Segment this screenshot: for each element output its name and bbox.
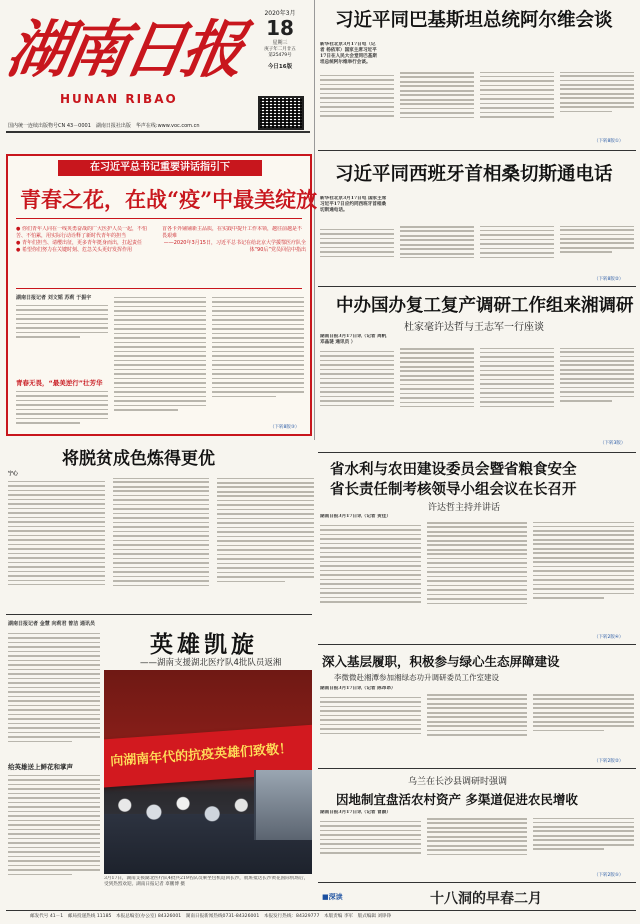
feature-banner: 在习近平总书记重要讲话指引下 xyxy=(58,160,262,176)
fourth-story-title-1[interactable]: 省水利与农田建设委员会暨省粮食安全 xyxy=(330,462,577,478)
footer-info: 邮发代号 41－1 邮局投递热线 11185 本报总编室(办公室) 84326001 湖南日报新闻热线0731-84326001 本报发行热线：84329777 本版责编 李军 版式编辑 刘铮铮 xyxy=(30,914,392,919)
footer-rule xyxy=(6,910,636,911)
promo-label: ■深读 xyxy=(322,893,343,901)
feature-title[interactable]: 青春之花，在战“疫”中最美绽放 xyxy=(20,187,318,212)
feature-quote-rule xyxy=(16,288,302,289)
divider-commentary xyxy=(6,614,312,615)
feature-quote: 首各卡外铺铺新主品质，在实践中提升工作本领，越往前越是不畏艰难 xyxy=(162,226,303,239)
date-day: 18 xyxy=(266,16,294,40)
third-story-subtitle: 杜家毫许达哲与王志军一行座谈 xyxy=(404,322,544,333)
feature-subhead: 青春无畏，“最美逆行”壮芳华 xyxy=(16,379,103,387)
third-story-dateline: 湖南日报3月17日讯（记者 周帆 邓晶琎 通讯员 ） xyxy=(320,334,387,345)
bottom-promo[interactable] xyxy=(320,886,634,910)
feature-quotes-right xyxy=(162,226,306,284)
fifth-story-title[interactable]: 深入基层履职，积极参与绿心生态屏障建设 xyxy=(322,654,560,669)
column-divider xyxy=(314,0,315,440)
lead-story-dateline: 新华社北京3月17日电（记者 杨依军）国家主席习近平17日在人民大会堂同巴基斯坦总统阿尔维举行会谈。 xyxy=(320,42,377,65)
fifth-story-dateline: 湖南日报3月17日讯（记者 陈昂昂） xyxy=(320,686,396,691)
fifth-story-more-link[interactable]: （下转2版②） xyxy=(594,759,624,764)
third-story-title[interactable]: 中办国办复工复产调研工作组来湘调研 xyxy=(336,296,634,316)
masthead-info-line: 国内统一连续出版物号CN 43－0001 湖南日报社出版 华声在线:www.voc.com.cn xyxy=(8,123,200,129)
sixth-story-body xyxy=(320,818,634,872)
hero-byline: 湖南日报记者 金慧 向莉君 曾洁 通讯员 xyxy=(8,621,95,627)
masthead-rule xyxy=(6,131,310,133)
fifth-story-subtitle: 李微微赴湘潭参加湘绿态功升调研委员工作室建设 xyxy=(334,673,499,682)
fourth-story-body xyxy=(320,522,634,632)
date-box xyxy=(260,8,300,92)
photo-bus xyxy=(254,770,312,840)
third-story-body xyxy=(320,348,634,438)
commentary-title[interactable]: 将脱贫成色炼得更优 xyxy=(62,449,215,469)
feature-byline: 湖南日报记者 刘文韬 苏莉 于振宇 xyxy=(16,295,92,301)
promo-title: 十八洞的早春二月 xyxy=(430,891,542,907)
hero-title[interactable]: 英雄凯旋 xyxy=(150,631,258,658)
feature-quotes-left xyxy=(16,226,156,284)
hero-photo-caption: 3月17日，湖南支援湖北医疗队4批共219名队员乘坐包机返回长沙，航班抵达长沙黄花国际机场后，受到热烈欢迎。湖南日报记者 辜鹏博 摄 xyxy=(104,876,309,887)
feature-quote: ● 青年们担当、请缨出征，更多青年挺身而出，扛起责任 xyxy=(16,240,142,246)
second-story-more-link[interactable]: （下转8版②） xyxy=(594,277,624,282)
qr-code[interactable] xyxy=(258,96,304,130)
photo-banner-text: 向湖南年代的抗疫英雄们致敬！ xyxy=(109,741,293,770)
masthead-pinyin: HUNAN RIBAO xyxy=(60,92,178,106)
divider-lead xyxy=(318,150,636,151)
divider-third xyxy=(318,452,636,453)
sixth-story-dateline: 湖南日报3月17日讯（记者 冒蕻） xyxy=(320,810,391,815)
lead-story-more-link[interactable]: （下转8版①） xyxy=(594,139,624,144)
hero-subtitle: ——湖南支援湖北医疗队4批队员返湘 xyxy=(140,658,282,668)
second-story-title[interactable]: 习近平同西班牙首相桑切斯通电话 xyxy=(335,164,613,185)
issue-number: 第25479号 xyxy=(268,53,292,58)
feature-quote: ● 希望你们努力在关键时刻、危急关头更好发挥作用 xyxy=(16,247,132,253)
feature-body-4 xyxy=(212,294,304,420)
date-lunar: 庚子年二月廿五 xyxy=(264,47,296,52)
logo: 湖南日报 xyxy=(1,13,247,86)
feature-quote-source: ——2020年3月15日，习近平总书记在给北京大学援鄂医疗队全体“90后”党员回信中指出 xyxy=(163,240,306,253)
fourth-story-subtitle: 许达哲主持并讲话 xyxy=(428,503,501,513)
date-weekday: 星期三 xyxy=(272,40,288,46)
third-story-more-link[interactable]: （下转3版） xyxy=(600,441,626,446)
divider-second xyxy=(318,286,636,287)
hero-text-left xyxy=(8,630,100,758)
divider-fifth xyxy=(318,768,636,769)
feature-box xyxy=(6,154,318,436)
hero-photo[interactable] xyxy=(104,670,312,874)
feature-body-3 xyxy=(114,294,206,430)
second-story-body xyxy=(320,226,634,274)
hero-subhead: 给英雄送上鲜花和掌声 xyxy=(8,763,73,771)
commentary-body xyxy=(8,478,314,608)
feature-more-link[interactable]: （下转8版③） xyxy=(270,425,300,430)
sixth-story-title[interactable]: 因地制宜盘活农村资产 多渠道促进农民增收 xyxy=(336,792,578,807)
fifth-story-body xyxy=(320,694,634,756)
divider-fourth xyxy=(318,644,636,645)
sixth-story-kicker: 乌兰在长沙县调研时强调 xyxy=(408,777,508,787)
feature-title-rule xyxy=(16,218,302,219)
feature-quote: ● 你们青年人同在一线英勇奋战的广大医护人员一起，不怕苦、不怕累，用实际行动诠释了新时代青年的担当 xyxy=(16,226,147,239)
feature-body-1 xyxy=(16,302,108,344)
fourth-story-more-link[interactable]: （下转2版④） xyxy=(594,635,624,640)
second-story-dateline: 新华社北京3月17日电 国家主席习近平17日应约同西班牙首相桑切斯通电话。 xyxy=(320,196,387,213)
date-year-month: 2020年3月 xyxy=(264,10,296,17)
sixth-story-more-link[interactable]: （下转2版⑤） xyxy=(594,873,624,878)
feature-body-2 xyxy=(16,388,108,428)
lead-story-title[interactable]: 习近平同巴基斯坦总统阿尔维会谈 xyxy=(335,10,613,31)
fourth-story-title-2[interactable]: 省长责任制考核领导小组会议在长召开 xyxy=(330,482,577,498)
lead-story-body xyxy=(320,72,634,138)
page-count: 今日16版 xyxy=(267,64,293,70)
fourth-story-dateline: 湖南日报3月17日讯（记者 贺佳） xyxy=(320,514,391,519)
hero-text-left-2 xyxy=(8,772,100,892)
divider-sixth xyxy=(318,882,636,883)
commentary-author: 宁心 xyxy=(8,471,19,477)
